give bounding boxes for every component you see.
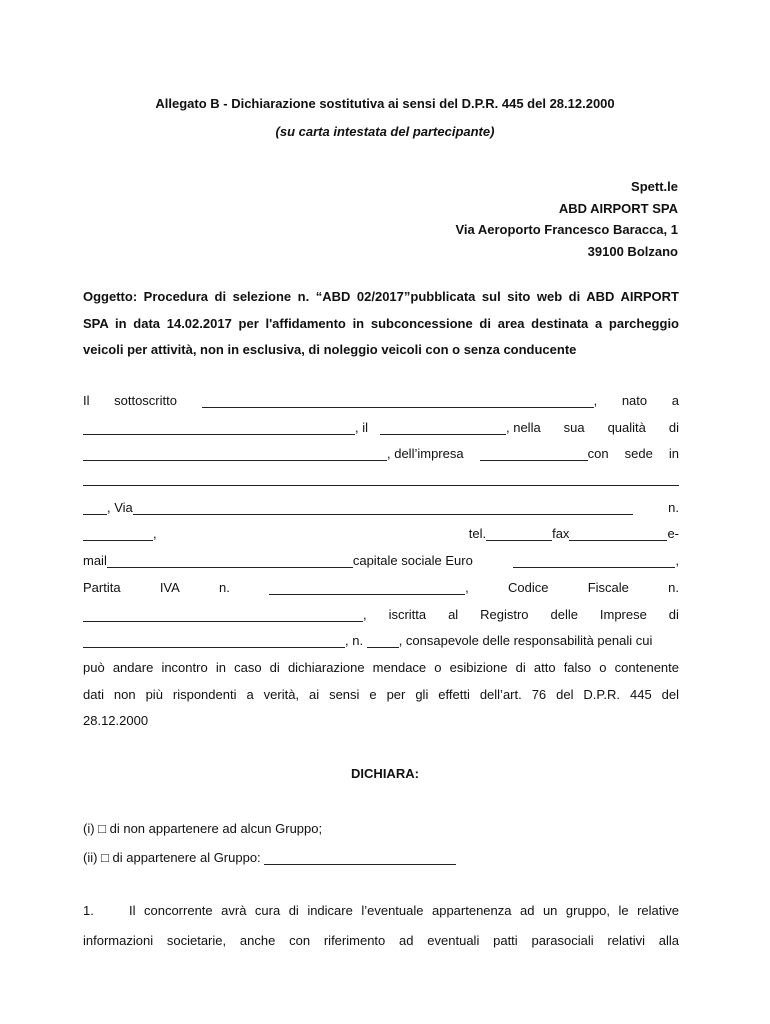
form-row [83, 575, 679, 602]
label: sottoscritto [114, 393, 177, 408]
tax-code-field[interactable] [83, 607, 363, 622]
name-field[interactable] [202, 393, 594, 408]
label: delle [550, 606, 578, 622]
label: nato [621, 393, 648, 408]
document-subtitle: (su carta intestata del partecipante) [275, 124, 495, 139]
label: , il [355, 419, 368, 435]
vat-number-field[interactable] [269, 580, 465, 595]
subject-line: SPA in data 14.02.2017 per l'affidamento in subconcessione di area destinata a parcheggio [83, 315, 679, 331]
document-title: Allegato B - Dichiarazione sostitutiva ai sensi del D.P.R. 445 del 28.12.2000 [155, 96, 615, 111]
option-label[interactable]: (i) □ di non appartenere ad alcun Gruppo; [83, 821, 323, 836]
declaration-options [83, 816, 456, 874]
email-field[interactable] [107, 553, 353, 568]
note-number: 1. [83, 903, 94, 918]
street-field[interactable] [133, 500, 633, 515]
form-row [83, 521, 679, 548]
body-text-line: 28.12.2000 [83, 713, 149, 729]
recipient-address [455, 176, 678, 262]
form-row [83, 468, 679, 495]
label: tel. [468, 526, 487, 542]
headquarters-field[interactable] [83, 471, 679, 486]
label: Partita [83, 579, 121, 595]
label: n. [668, 499, 679, 515]
recipient-company: ABD AIRPORT SPA [558, 200, 678, 216]
form-row [83, 495, 679, 522]
label: , Via [107, 499, 133, 515]
label: , [675, 553, 679, 569]
birthplace-field[interactable] [83, 420, 355, 435]
label: , [363, 606, 367, 622]
form-row [83, 415, 679, 442]
label: con [587, 446, 609, 462]
label: a [671, 393, 679, 408]
label: , [465, 579, 469, 595]
label: sua [563, 419, 585, 435]
label: n. [219, 579, 230, 595]
label: in [668, 446, 679, 462]
recipient-city: 39100 Bolzano [587, 243, 678, 259]
form-row [83, 388, 679, 415]
label: mail [83, 553, 107, 569]
label: , [593, 393, 598, 408]
label: capitale sociale Euro [352, 553, 473, 569]
group-name-field[interactable] [264, 850, 456, 865]
birthdate-field[interactable] [380, 420, 506, 435]
label: Imprese [599, 606, 647, 622]
note-text: Il concorrente avrà cura di indicare l’eventuale appartenenza ad un gruppo, le relative [129, 903, 679, 918]
label: di [668, 606, 679, 622]
label: , nella [506, 419, 541, 435]
role-field[interactable] [83, 446, 387, 461]
label: iscritta [388, 606, 427, 622]
subject-paragraph [83, 284, 679, 364]
recipient-street: Via Aeroporto Francesco Baracca, 1 [455, 222, 678, 237]
label: al [448, 606, 459, 622]
form-row [83, 628, 679, 655]
form-row [83, 602, 679, 629]
label: Registro [480, 606, 529, 622]
body-text-line: dati non più rispondenti a verità, ai sensi e per gli effetti dell’art. 76 del D.P.R. 445 del [83, 686, 679, 702]
registry-city-field[interactable] [83, 633, 345, 648]
registry-number-field[interactable] [367, 633, 399, 648]
label: sede [624, 446, 653, 462]
company-field[interactable] [480, 446, 588, 461]
label: , dell’impresa [387, 446, 464, 462]
label: Il [83, 393, 90, 408]
option-label[interactable]: (ii) □ di appartenere al Gruppo: [83, 850, 265, 865]
option-group [83, 845, 456, 874]
option-no-group [83, 816, 456, 845]
recipient-salutation: Spett.le [631, 179, 678, 194]
label: qualità [607, 419, 646, 435]
note-line [83, 898, 679, 928]
note-line: informazioni societarie, anche con riferimento ad eventuali patti parasociali relativi alla [83, 933, 679, 948]
subject-line: Oggetto: Procedura di selezione n. “ABD 02/2017”pubblicata sul sito web di ABD AIRPORT [83, 289, 679, 304]
form-row [83, 441, 679, 468]
form-row [83, 548, 679, 575]
label: fax [552, 526, 570, 542]
phone-field[interactable] [486, 526, 552, 541]
label: Fiscale [587, 579, 629, 595]
headquarters-city-field[interactable] [83, 500, 107, 515]
fax-field[interactable] [569, 526, 667, 541]
label: , n. [345, 633, 367, 649]
street-number-field[interactable] [83, 526, 153, 541]
label: e- [667, 526, 679, 542]
label: , consapevole delle responsabilità penali cui [398, 633, 653, 649]
share-capital-field[interactable] [513, 553, 675, 568]
declaration-heading: DICHIARA: [351, 766, 419, 781]
label: n. [668, 579, 679, 595]
label: Codice [507, 579, 549, 595]
label: di [668, 419, 679, 435]
subject-line: veicoli per attività, non in esclusiva, di noleggio veicoli con o senza conducente [83, 342, 577, 358]
body-text-line: può andare incontro in caso di dichiarazione mendace o esibizione di atto falso o contenente [83, 659, 679, 675]
label: , [153, 526, 157, 542]
label: IVA [159, 579, 180, 595]
declarant-form [83, 388, 679, 735]
notes-section [83, 898, 679, 958]
